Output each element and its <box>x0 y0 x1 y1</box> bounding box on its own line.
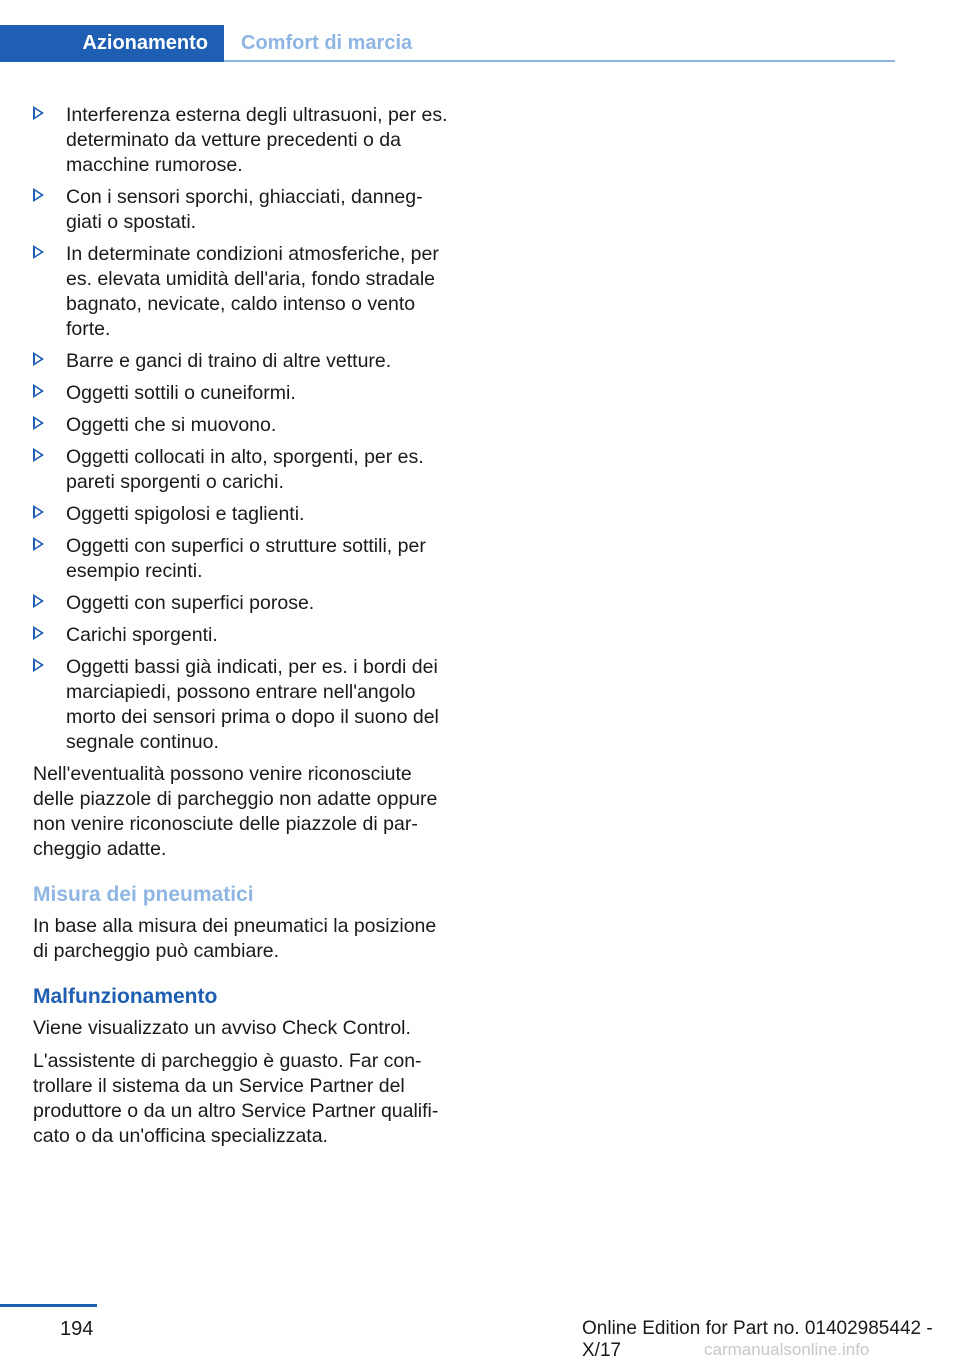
list-item-text: Oggetti sottili o cuneiformi. <box>66 382 296 404</box>
triangle-bullet-icon <box>33 537 44 551</box>
paragraph-tyre-size: In base alla misura dei pneumatici la posizione di parcheggio può cambiare. <box>33 915 437 962</box>
triangle-bullet-icon <box>33 352 44 366</box>
footer-divider <box>0 1304 97 1307</box>
list-item-text: Oggetti con superfici o strutture sottili, per esempio recinti. <box>66 535 426 582</box>
list-item <box>33 591 451 616</box>
triangle-bullet-icon <box>33 106 44 120</box>
list-item-text: Oggetti con superfici porose. <box>66 592 315 614</box>
list-item-text: Carichi sporgenti. <box>66 624 218 646</box>
list-item-text: Oggetti spigolosi e taglienti. <box>66 503 305 525</box>
list-item-text: Barre e ganci di traino di altre vetture. <box>66 350 392 372</box>
list-item <box>33 502 451 527</box>
triangle-bullet-icon <box>33 594 44 608</box>
watermark: carmanualsonline.info <box>704 1340 870 1359</box>
page-number: 194 <box>60 1318 94 1340</box>
list-item <box>33 185 451 235</box>
triangle-bullet-icon <box>33 384 44 398</box>
triangle-bullet-icon <box>33 416 44 430</box>
list-item-text: Interferenza esterna degli ultrasuoni, per es. determinato da vetture precedenti o da macchine rumorose. <box>66 104 448 176</box>
tab-azionamento-label: Azionamento <box>82 32 208 54</box>
tab-azionamento[interactable] <box>0 25 224 62</box>
paragraph-service: L'assistente di parcheggio è guasto. Far controllare il sistema da un Service Partner del produttore o da un altro Service Partner qualificato o da un'officina specializzata. <box>33 1050 439 1147</box>
edition-label: Online Edition for Part no. 01402985442 - X/17 <box>582 1318 933 1361</box>
list-item-text: Oggetti bassi già indicati, per es. i bordi dei marciapiedi, possono entrare nell'angolo morto dei sensori prima o dopo il suono del segnale continuo. <box>66 656 439 753</box>
limitations-list <box>33 103 451 755</box>
triangle-bullet-icon <box>33 188 44 202</box>
triangle-bullet-icon <box>33 626 44 640</box>
list-item <box>33 381 451 406</box>
list-item-text: Oggetti che si muovono. <box>66 414 277 436</box>
list-item <box>33 445 451 495</box>
triangle-bullet-icon <box>33 245 44 259</box>
paragraph-parking-spaces: Nell'eventualità possono venire riconosciute delle piazzole di parcheggio non adatte oppure non venire riconosciute delle piazzole di parcheggio adatte. <box>33 763 438 860</box>
heading-malfunction: Malfunzionamento <box>33 985 218 1008</box>
triangle-bullet-icon <box>33 505 44 519</box>
list-item <box>33 623 451 648</box>
main-content <box>33 103 451 1157</box>
list-item-text: Oggetti collocati in alto, sporgenti, per es. pareti sporgenti o carichi. <box>66 446 424 493</box>
tab-comfort-label: Comfort di marcia <box>241 32 413 54</box>
list-item-text: In determinate condizioni atmosferiche, per es. elevata umidità dell'aria, fondo stradale bagnato, nevicate, caldo intenso o vento forte. <box>66 243 439 340</box>
list-item <box>33 242 451 342</box>
triangle-bullet-icon <box>33 658 44 672</box>
tab-comfort-di-marcia[interactable] <box>241 25 412 62</box>
list-item <box>33 413 451 438</box>
list-item <box>33 349 451 374</box>
list-item <box>33 103 451 178</box>
page-header <box>0 0 960 62</box>
list-item <box>33 655 451 755</box>
list-item-text: Con i sensori sporchi, ghiacciati, danneggiati o spostati. <box>66 186 423 233</box>
header-divider <box>224 60 895 62</box>
heading-tyre-size: Misura dei pneumatici <box>33 883 254 906</box>
triangle-bullet-icon <box>33 448 44 462</box>
list-item <box>33 534 451 584</box>
paragraph-check-control: Viene visualizzato un avviso Check Control. <box>33 1017 411 1039</box>
